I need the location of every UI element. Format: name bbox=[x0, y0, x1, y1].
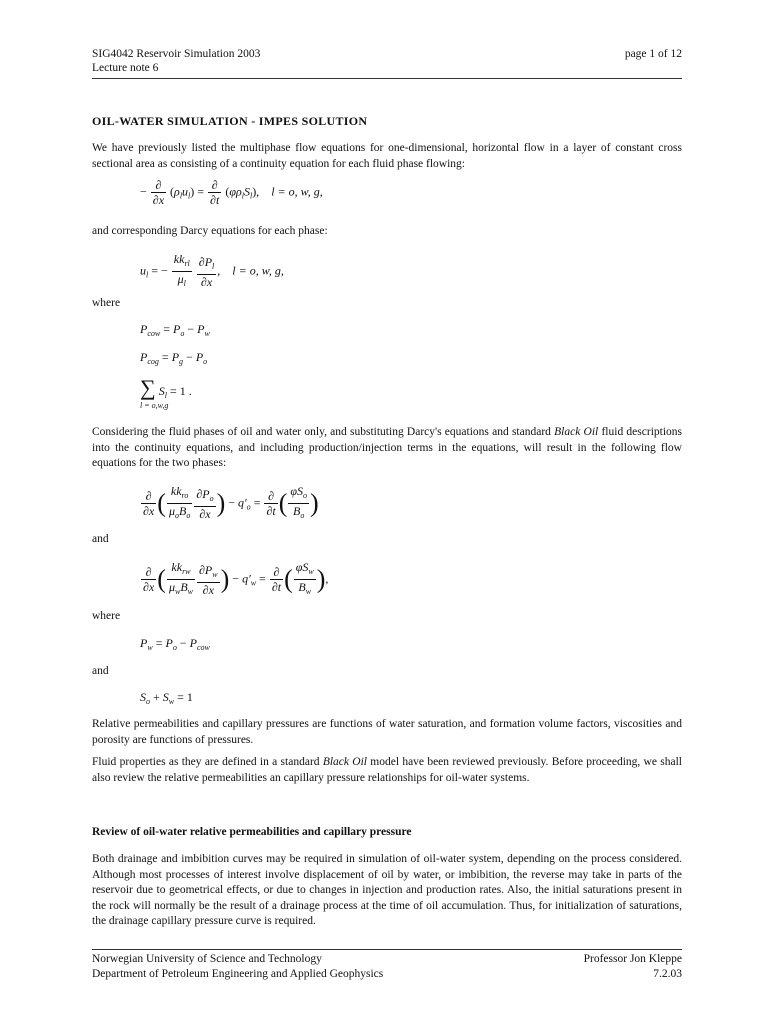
review-heading: Review of oil-water relative permeabilities and capillary pressure bbox=[92, 826, 412, 838]
and-label-2: and bbox=[92, 665, 109, 677]
sum-index: l = o,w,g bbox=[140, 401, 169, 410]
water-flow-equation: $\frac{\partial}{\partial x}$ ( $\frac{kk_{rw}}{\mu_wB_w}$ $\frac{\partial P_w}{\partial x}$ ) − $q'_w$ = $\frac{\partial}{\partial t}$ ( $\frac{\varphi S_w}{B_w}$ ), bbox=[143, 560, 329, 597]
darcy-domain: l = o, w, g, bbox=[232, 263, 284, 278]
pcow-equation: $P_{cow} = P_o - P_w$ bbox=[140, 322, 210, 338]
saturation-sum-equation: ∑ $S_l = 1$ . bbox=[140, 375, 192, 400]
footer-date: 7.2.03 bbox=[653, 968, 682, 980]
sum-rhs: = 1 . bbox=[169, 384, 192, 398]
pcog-equation: $P_{cog} = P_g - P_o$ bbox=[140, 350, 208, 366]
relperm-paragraph: Relative permeabilities and capillary pressures are functions of water saturation, and formation volume factors, viscosities and porosity are functions of pressures. bbox=[92, 718, 682, 746]
document-page bbox=[92, 0, 682, 1024]
darcy-intro: and corresponding Darcy equations for each phase: bbox=[92, 225, 328, 237]
considering-paragraph: Considering the fluid phases of oil and water only, and substituting Darcy's equations and standard Black Oil fluid descriptions into the continuity equations, and including production/injection terms in the equations, will result in the following flow equations for the two phases: bbox=[92, 426, 683, 469]
continuity-equation: − $\frac{\partial}{\partial x}$ $(\rho_lu_l)$ = $\frac{\partial}{\partial t}$ $(\varphi\rho_lS_l)$, l = o, w, g, bbox=[140, 178, 323, 207]
pw-equation: $P_w = P_o - P_{cow}$ bbox=[140, 636, 210, 652]
author-name: Professor Jon Kleppe bbox=[583, 953, 682, 965]
drainage-paragraph: Both drainage and imbibition curves may be required in simulation of oil-water system, depending on the process considered. Although most processes of interest involve displacement of oil by water, or imbibition, the reverse may take in parts of the reservoir due to geometrical effects, or due to changes in injection and production rates. Also, the initial saturations present in the rock will normally be the result of a drainage process at the time of oil accumulation. Thus, for initialization of saturations, the drainage capillary pressure curve is required. bbox=[92, 853, 682, 927]
saturation-equation: $S_o + S_w = 1$ bbox=[140, 690, 193, 706]
footer-rule bbox=[92, 949, 682, 950]
department-name: Department of Petroleum Engineering and Applied Geophysics bbox=[92, 968, 384, 980]
lecture-label: Lecture note 6 bbox=[92, 62, 159, 74]
header-rule bbox=[92, 78, 682, 79]
page-number: page 1 of 12 bbox=[624, 48, 682, 60]
page-footer bbox=[92, 952, 682, 982]
fluid-properties-paragraph: Fluid properties as they are defined in a standard Black Oil model have been reviewed previously. Before proceeding, we shall also review the relative permeabilities an capillary pressure relationships for oil-water systems. bbox=[92, 756, 682, 784]
page-header bbox=[92, 47, 682, 75]
continuity-domain: l = o, w, g, bbox=[271, 184, 323, 199]
and-label-1: and bbox=[92, 533, 109, 545]
darcy-equation: $u_l$ = − $\frac{kk_{rl}}{\mu_l}$ $\frac{\partial P_l}{\partial x}$ , l = o, w, g, bbox=[140, 252, 284, 289]
section-title: OIL-WATER SIMULATION - IMPES SOLUTION bbox=[92, 114, 368, 128]
course-title: SIG4042 Reservoir Simulation 2003 bbox=[92, 48, 261, 60]
where-label-1: where bbox=[92, 297, 121, 309]
oil-flow-equation: $\frac{\partial}{\partial x}$ ( $\frac{kk_{ro}}{\mu_oB_o}$ $\frac{\partial P_o}{\partial x}$ ) − $q'_o$ = $\frac{\partial}{\partial t}$ ( $\frac{\varphi S_o}{B_o}$ ) bbox=[143, 484, 319, 521]
where-label-2: where bbox=[92, 610, 121, 622]
university-name: Norwegian University of Science and Technology bbox=[92, 953, 322, 965]
intro-paragraph: We have previously listed the multiphase flow equations for one-dimensional, horizontal flow in a layer of constant cross sectional area as consisting of a continuity equation for each fluid phase flowing: bbox=[92, 142, 682, 170]
